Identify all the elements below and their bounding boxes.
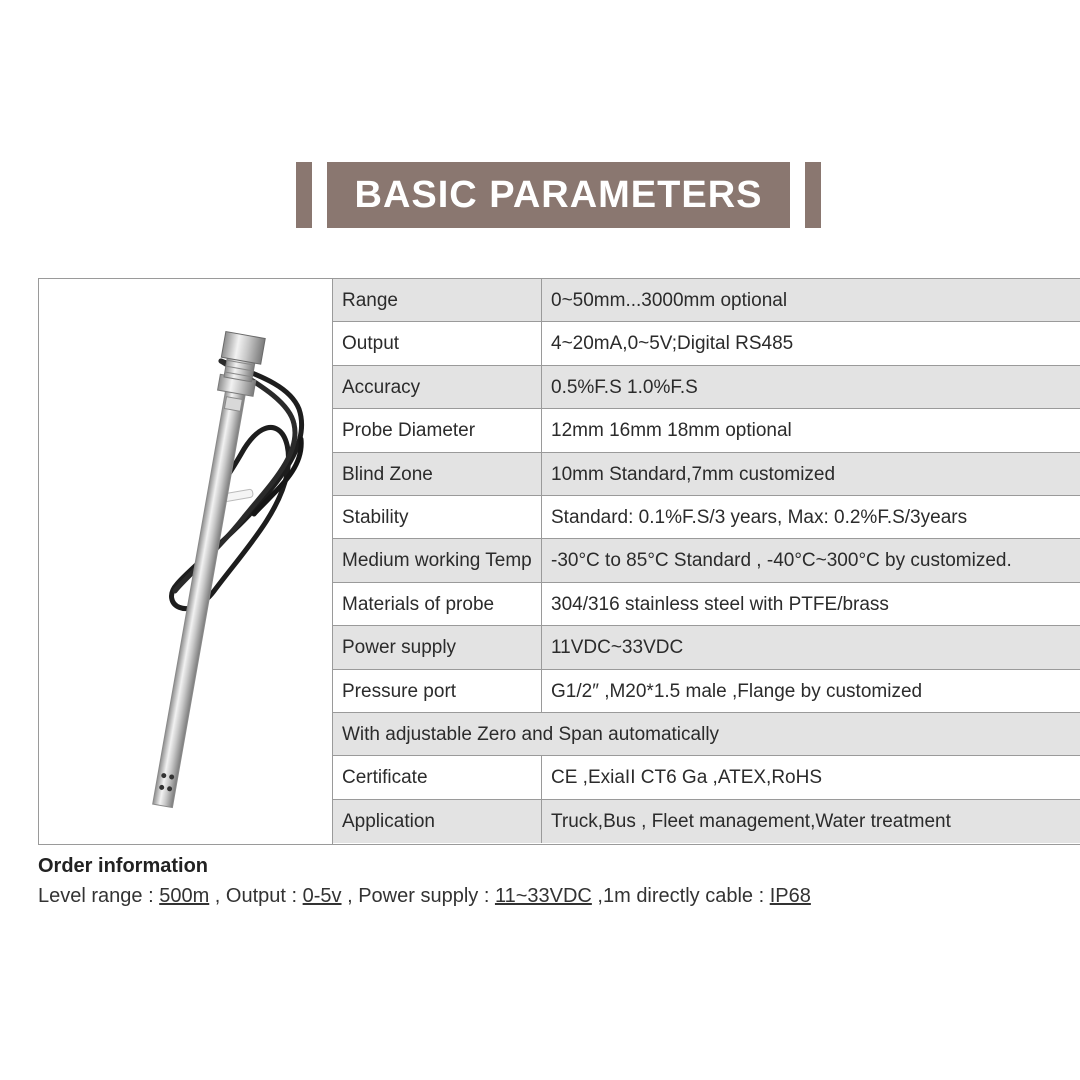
level-range-value: 500m [159,885,210,907]
spec-row [333,583,1080,626]
spec-row [333,496,1080,539]
spec-row [333,366,1080,409]
spec-value: Truck,Bus , Fleet management,Water treatment [551,810,951,832]
spec-row [333,713,1080,756]
spec-table [38,278,1080,845]
spec-value: 0.5%F.S 1.0%F.S [551,376,698,398]
output-value: 0-5v [302,885,342,907]
spec-key: Materials of probe [333,583,542,625]
spec-key: Application [333,800,542,843]
spec-row [333,539,1080,582]
spec-row [333,279,1080,322]
order-information-line [38,885,811,908]
spec-value: 11VDC~33VDC [551,637,684,659]
spec-value: Standard: 0.1%F.S/3 years, Max: 0.2%F.S/3years [551,506,968,528]
spec-key: Output [333,322,542,364]
spec-key: Stability [333,496,542,538]
spec-row [333,800,1080,843]
section-title: BASIC PARAMETERS [327,162,790,228]
spec-key: Certificate [333,756,542,798]
spec-key: Accuracy [333,366,542,408]
spec-row [333,322,1080,365]
spec-value: 304/316 stainless steel with PTFE/brass [551,593,889,615]
spec-key: Range [333,279,542,321]
spec-row [333,453,1080,496]
power-supply-value: 11~33VDC [494,885,592,907]
spec-value: CE ,ExiaII CT6 Ga ,ATEX,RoHS [551,767,823,789]
output-label: , Output : [209,885,303,907]
spec-value: 12mm 16mm 18mm optional [551,420,792,442]
spec-value: -30°C to 85°C Standard , -40°C~300°C by customized. [551,550,1012,572]
spec-key: Medium working Temp [333,539,542,581]
title-accent-bar-right [805,162,821,228]
spec-value: 4~20mA,0~5V;Digital RS485 [551,333,794,355]
sensor-probe-image [39,279,332,844]
spec-key: Pressure port [333,670,542,712]
spec-key: Blind Zone [333,453,542,495]
power-supply-label: , Power supply : [341,885,495,907]
spec-key: Probe Diameter [333,409,542,451]
level-range-label: Level range : [38,885,160,907]
order-information-heading: Order information [38,855,209,877]
spec-row [333,409,1080,452]
spec-row [333,670,1080,713]
spec-value: G1/2″ ,M20*1.5 male ,Flange by customized [551,680,923,702]
spec-row [333,626,1080,669]
title-accent-bar-left [296,162,312,228]
spec-note: With adjustable Zero and Span automatically [342,723,720,745]
cable-label: ,1m directly cable : [591,885,770,907]
section-header [0,162,1080,228]
spec-key: Power supply [333,626,542,668]
cable-value: IP68 [769,885,811,907]
spec-value: 0~50mm...3000mm optional [551,290,788,311]
spec-value: 10mm Standard,7mm customized [551,463,836,485]
product-photo-cell [39,279,333,844]
spec-row [333,756,1080,799]
spec-rows [333,279,1080,843]
